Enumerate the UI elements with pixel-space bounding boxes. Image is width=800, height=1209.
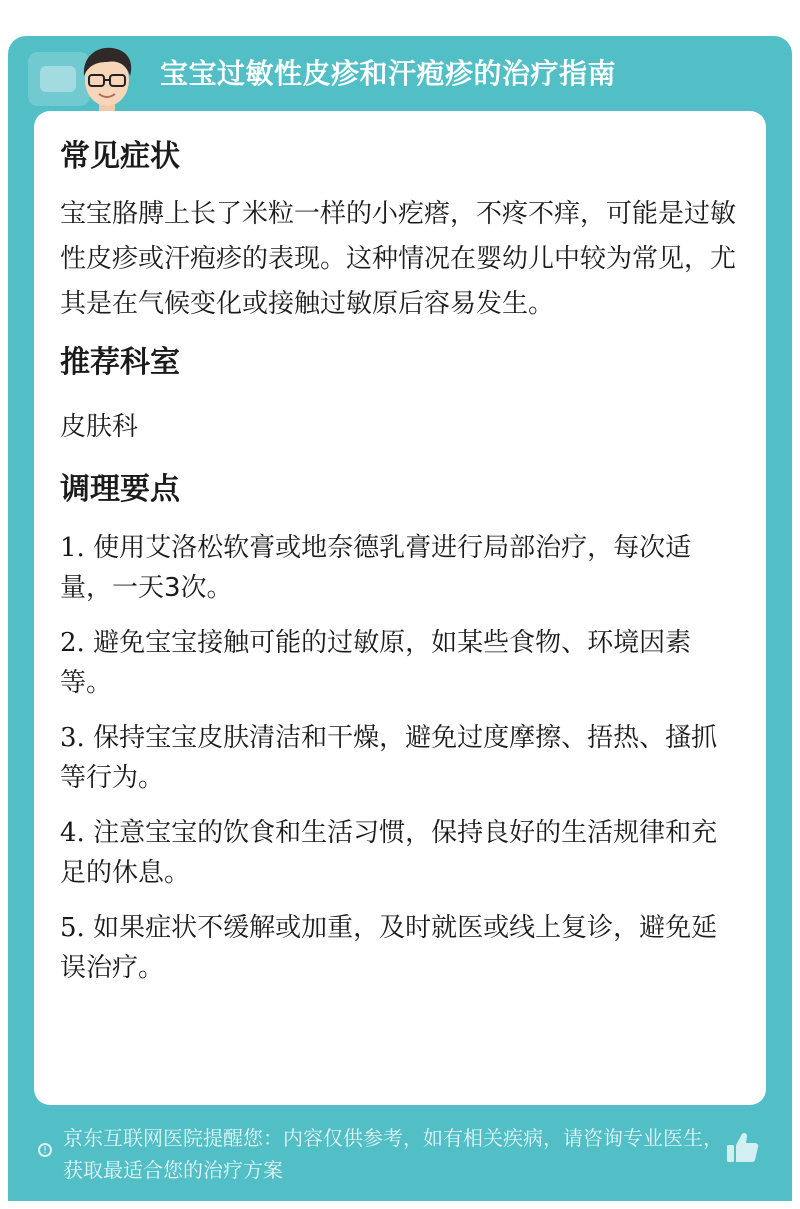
care-item-number: 3. <box>60 723 85 753</box>
care-item <box>60 813 740 893</box>
guide-card <box>8 36 792 1201</box>
care-item <box>60 528 740 608</box>
care-item <box>60 718 740 798</box>
symptoms-heading: 常见症状 <box>60 139 180 174</box>
disclaimer-text: 京东互联网医院提醒您：内容仅供参考，如有相关疾病，请咨询专业医生，获取最适合您的治疗方案 <box>63 1126 723 1182</box>
care-item-text: 使用艾洛松软膏或地奈德乳膏进行局部治疗，每次适量，一天3次。 <box>60 533 692 603</box>
care-item <box>60 908 740 988</box>
symptoms-text: 宝宝胳膊上长了米粒一样的小疙瘩，不疼不痒，可能是过敏性皮疹或汗疱疹的表现。这种情况在婴幼儿中较为常见，尤其是在气候变化或接触过敏原后容易发生。 <box>60 199 737 319</box>
care-list <box>60 528 740 988</box>
care-heading: 调理要点 <box>60 472 180 507</box>
care-item-number: 4. <box>60 818 85 848</box>
care-item-text: 注意宝宝的饮食和生活习惯，保持良好的生活规律和充足的休息。 <box>60 818 718 888</box>
department-heading: 推荐科室 <box>60 345 180 380</box>
page-title: 宝宝过敏性皮疹和汗疱疹的治疗指南 <box>160 57 617 90</box>
info-icon: ! <box>38 1143 52 1157</box>
care-item-number: 1. <box>60 533 85 563</box>
care-item-number: 5. <box>60 913 85 943</box>
care-item-text: 保持宝宝皮肤清洁和干燥，避免过度摩擦、捂热、搔抓等行为。 <box>60 723 718 793</box>
care-item-number: 2. <box>60 628 85 658</box>
department-text: 皮肤科 <box>60 412 139 442</box>
care-item-text: 如果症状不缓解或加重，及时就医或线上复诊，避免延误治疗。 <box>60 913 718 983</box>
care-item-text: 避免宝宝接触可能的过敏原，如某些食物、环境因素等。 <box>60 628 692 698</box>
care-item <box>60 623 740 703</box>
content-panel <box>34 111 766 1105</box>
disclaimer-footer <box>8 1116 792 1196</box>
thumbs-up-icon[interactable] <box>724 1130 760 1166</box>
